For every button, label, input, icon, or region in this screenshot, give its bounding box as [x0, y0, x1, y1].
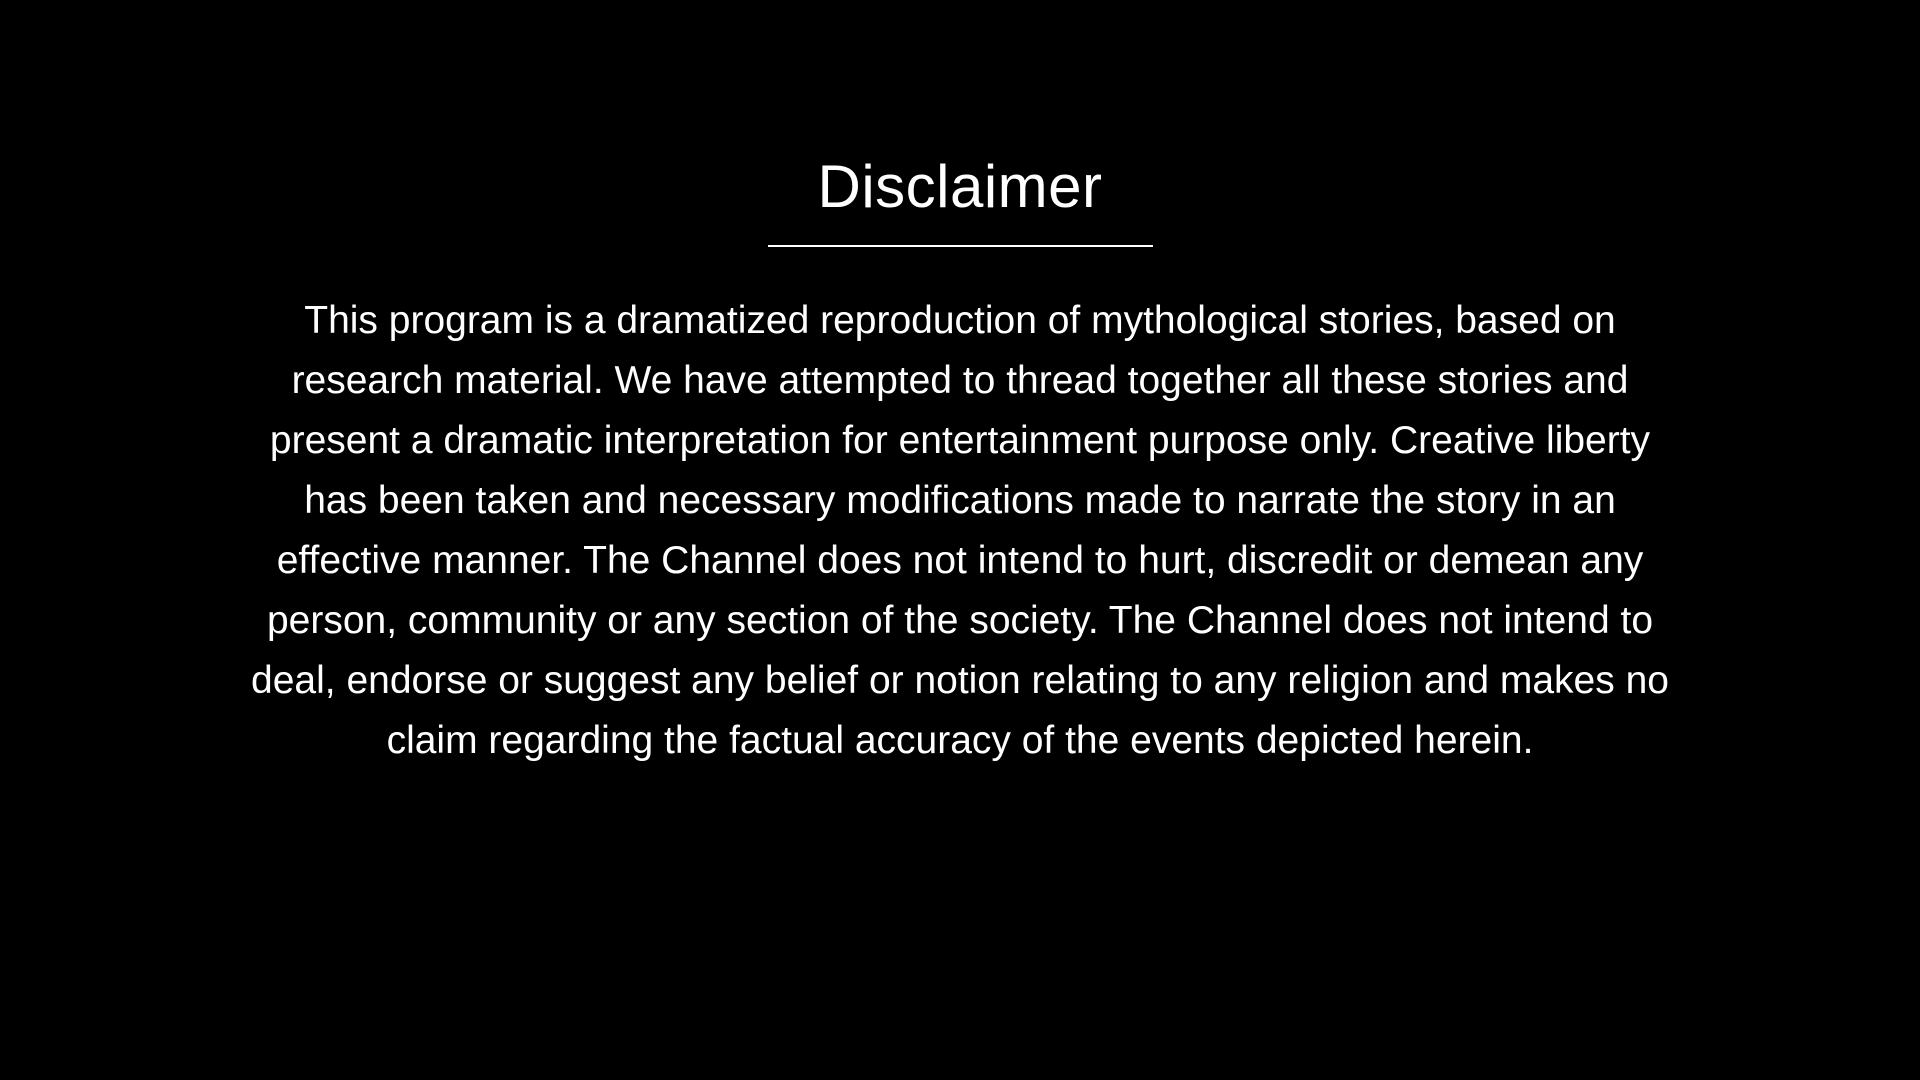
disclaimer-text-line: present a dramatic interpretation for entertainment purpose only. Creative liberty: [269, 419, 1651, 462]
disclaimer-text-line: This program is a dramatized reproduction of mythological stories, based on: [304, 299, 1616, 342]
disclaimer-text-line: has been taken and necessary modifications made to narrate the story in an: [304, 479, 1616, 522]
disclaimer-text-line: deal, endorse or suggest any belief or notion relating to any religion and makes no: [251, 659, 1669, 702]
disclaimer-title: Disclaimer: [817, 153, 1103, 220]
title-underline: [768, 245, 1153, 247]
disclaimer-text-line: research material. We have attempted to thread together all these stories and: [291, 359, 1629, 402]
disclaimer-text-line: claim regarding the factual accuracy of the events depicted herein.: [386, 719, 1534, 762]
disclaimer-paragraph: [251, 291, 1669, 771]
disclaimer-text-line: effective manner. The Channel does not intend to hurt, discredit or demean any: [276, 539, 1644, 582]
disclaimer-text-line: person, community or any section of the society. The Channel does not intend to: [266, 599, 1654, 642]
